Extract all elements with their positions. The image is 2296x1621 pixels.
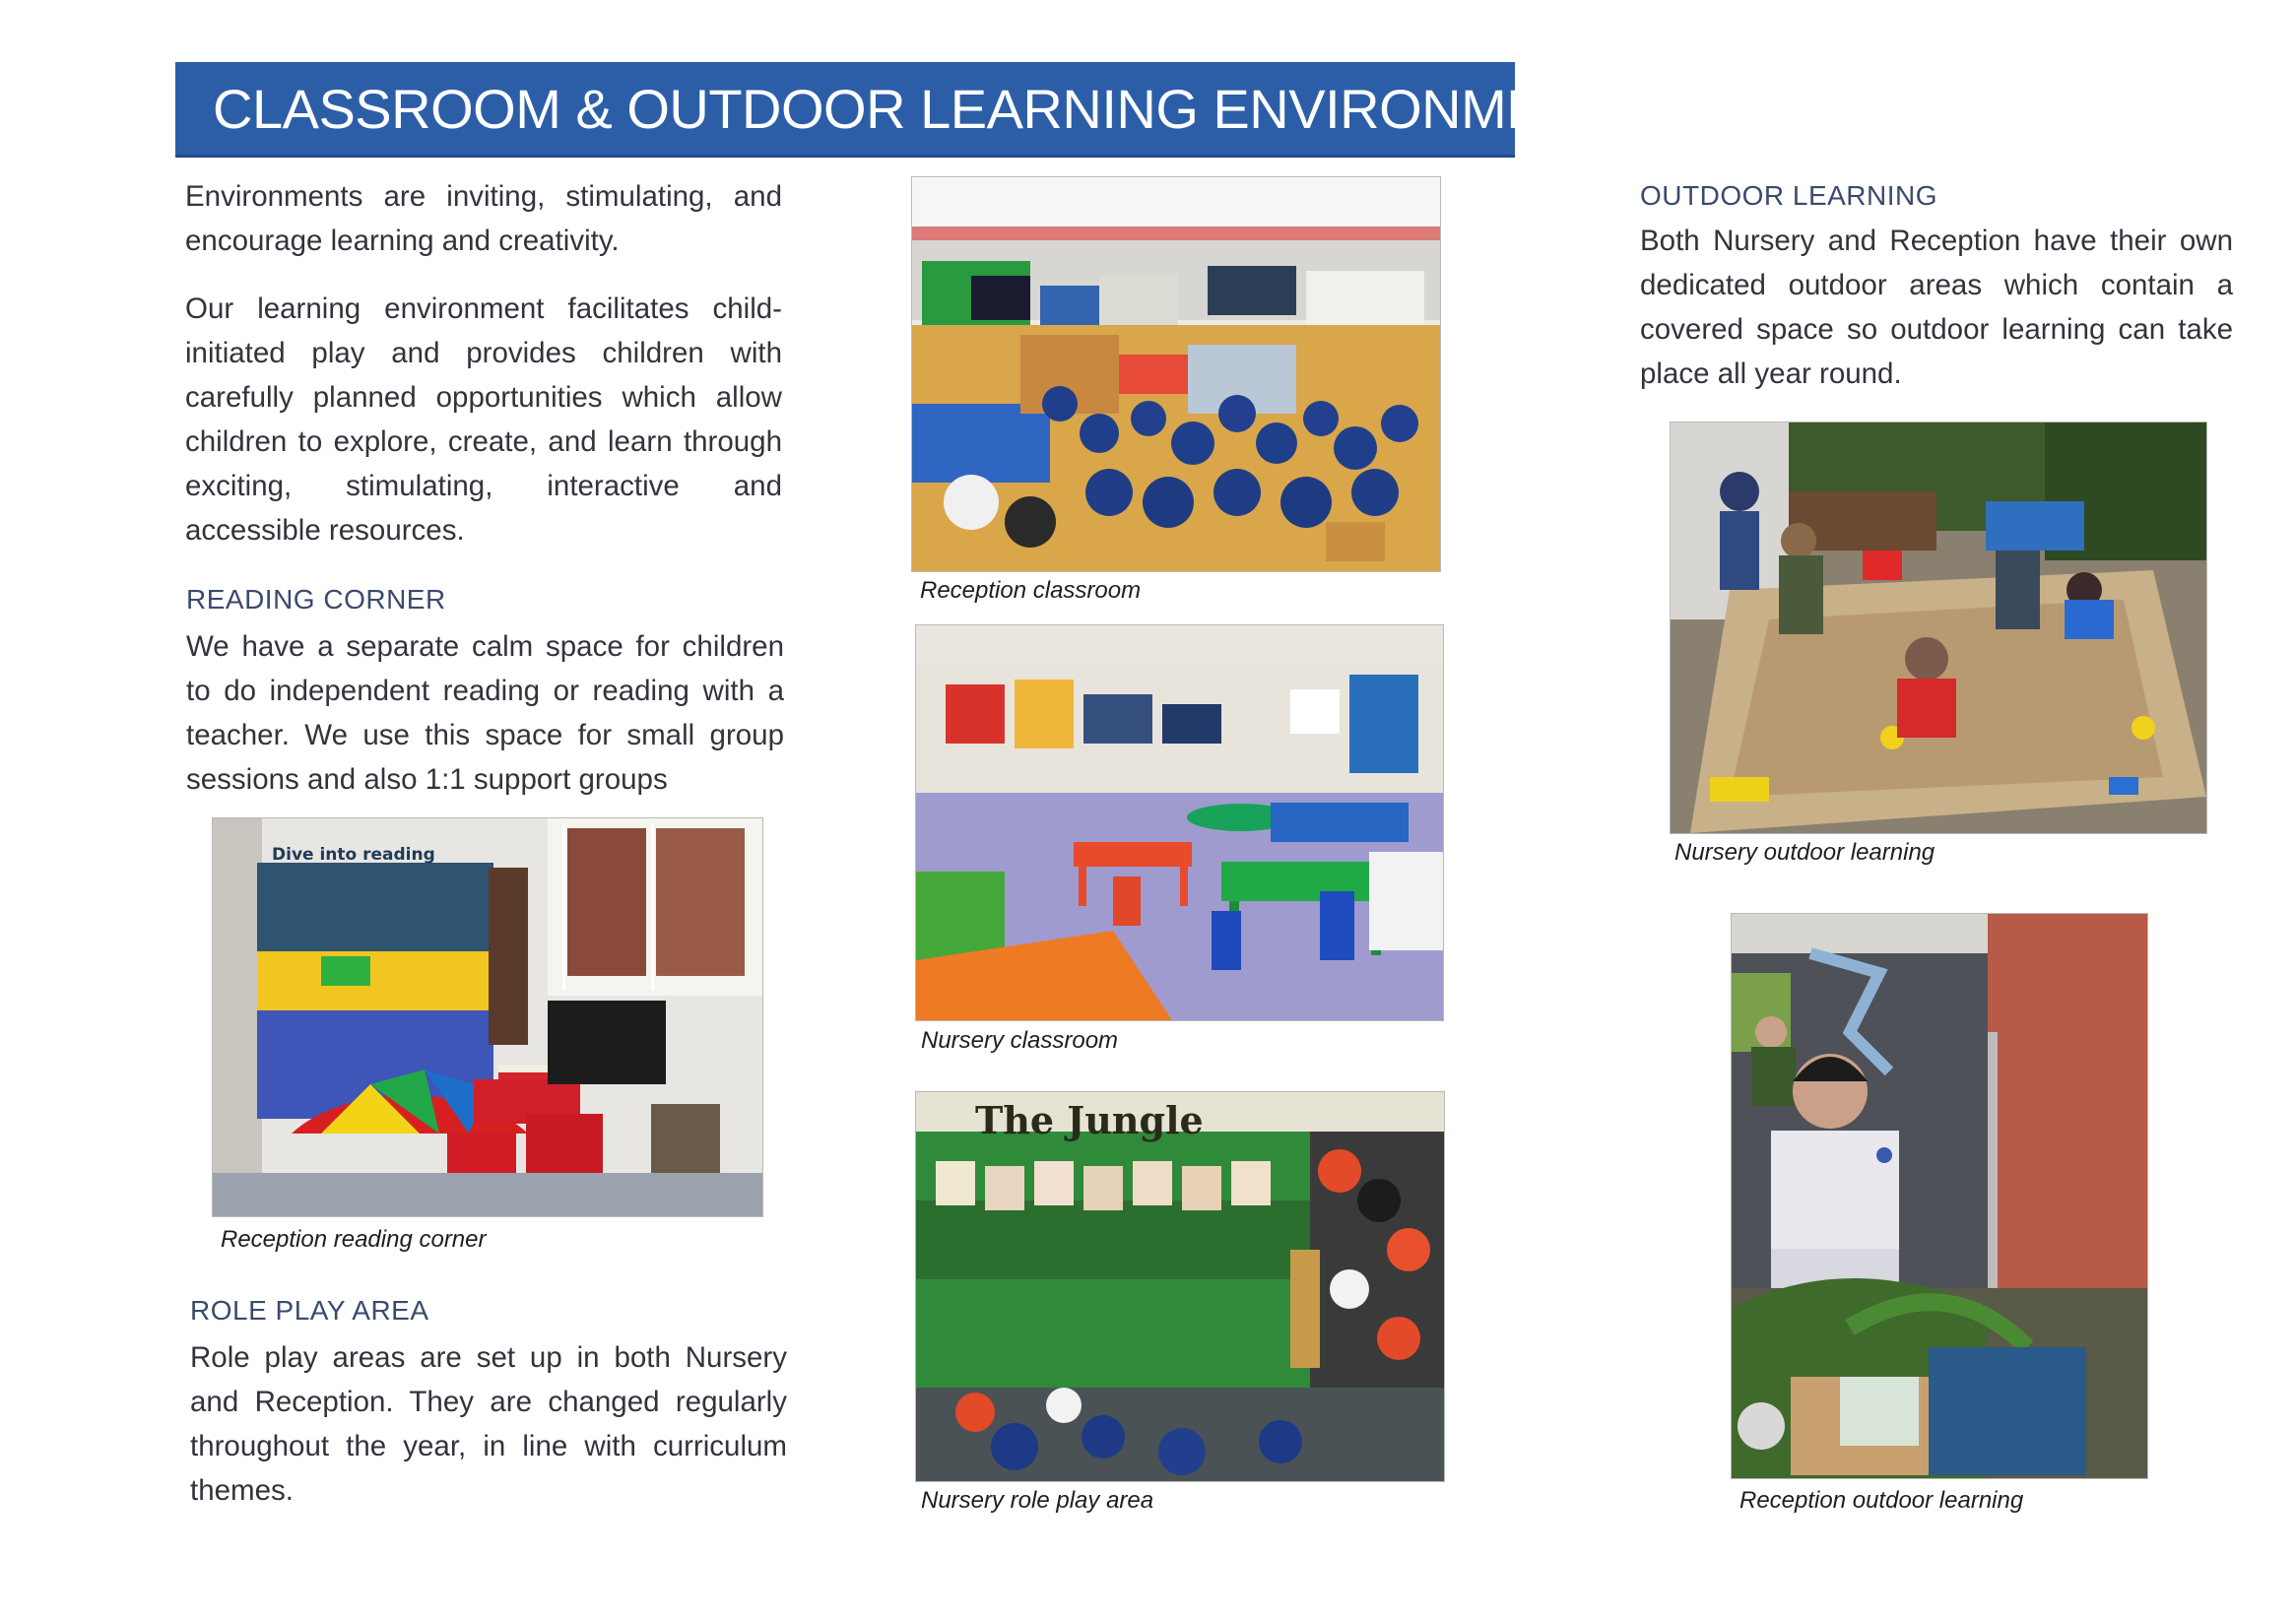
- nursery-outdoor-photo: [1670, 421, 2207, 834]
- reception-outdoor-photo: [1731, 913, 2148, 1479]
- intro-paragraph-1: Environments are inviting, stimulating, and encourage learning and creativity.: [185, 180, 782, 257]
- reception-outdoor-caption: Reception outdoor learning: [1739, 1487, 2024, 1514]
- title-banner: [175, 62, 1615, 158]
- nursery-role-play-photo: [915, 1091, 1445, 1482]
- reading-corner-text: We have a separate calm space for children to do independent reading or reading with a teacher. We use this space for small group sessions and also 1:1 support groups: [186, 630, 784, 796]
- jungle-sign-text: The Jungle: [975, 1098, 1204, 1142]
- outdoor-learning-heading: OUTDOOR LEARNING: [1640, 180, 1938, 211]
- reading-corner-photo: [212, 817, 763, 1217]
- role-play-heading: ROLE PLAY AREA: [190, 1295, 429, 1326]
- reception-classroom-caption: Reception classroom: [920, 577, 1142, 604]
- nursery-role-play-caption: Nursery role play area: [921, 1487, 1154, 1514]
- nursery-outdoor-caption: Nursery outdoor learning: [1674, 839, 1935, 866]
- reading-corner-heading: READING CORNER: [186, 584, 446, 615]
- outdoor-learning-text: Both Nursery and Reception have their own dedicated outdoor areas which contain a covered space so outdoor learning can take place all year round.: [1640, 225, 2233, 390]
- page-title: CLASSROOM & OUTDOOR LEARNING ENVIRONMENT: [213, 77, 1615, 140]
- nursery-classroom-caption: Nursery classroom: [921, 1027, 1119, 1054]
- reading-corner-caption: Reception reading corner: [221, 1226, 487, 1253]
- intro-paragraph-2: Our learning environment facilitates child-initiated play and provides children with carefully planned opportunities which allow children to explore, create, and learn through exciting, stimulating, interactive and accessible resources.: [185, 292, 782, 547]
- role-play-text: Role play areas are set up in both Nursery and Reception. They are changed regularly throughout the year, in line with curriculum themes.: [190, 1341, 787, 1507]
- reception-classroom-photo: [911, 176, 1441, 572]
- reading-sign-text: Dive into reading: [272, 845, 435, 865]
- nursery-classroom-photo: [915, 624, 1444, 1021]
